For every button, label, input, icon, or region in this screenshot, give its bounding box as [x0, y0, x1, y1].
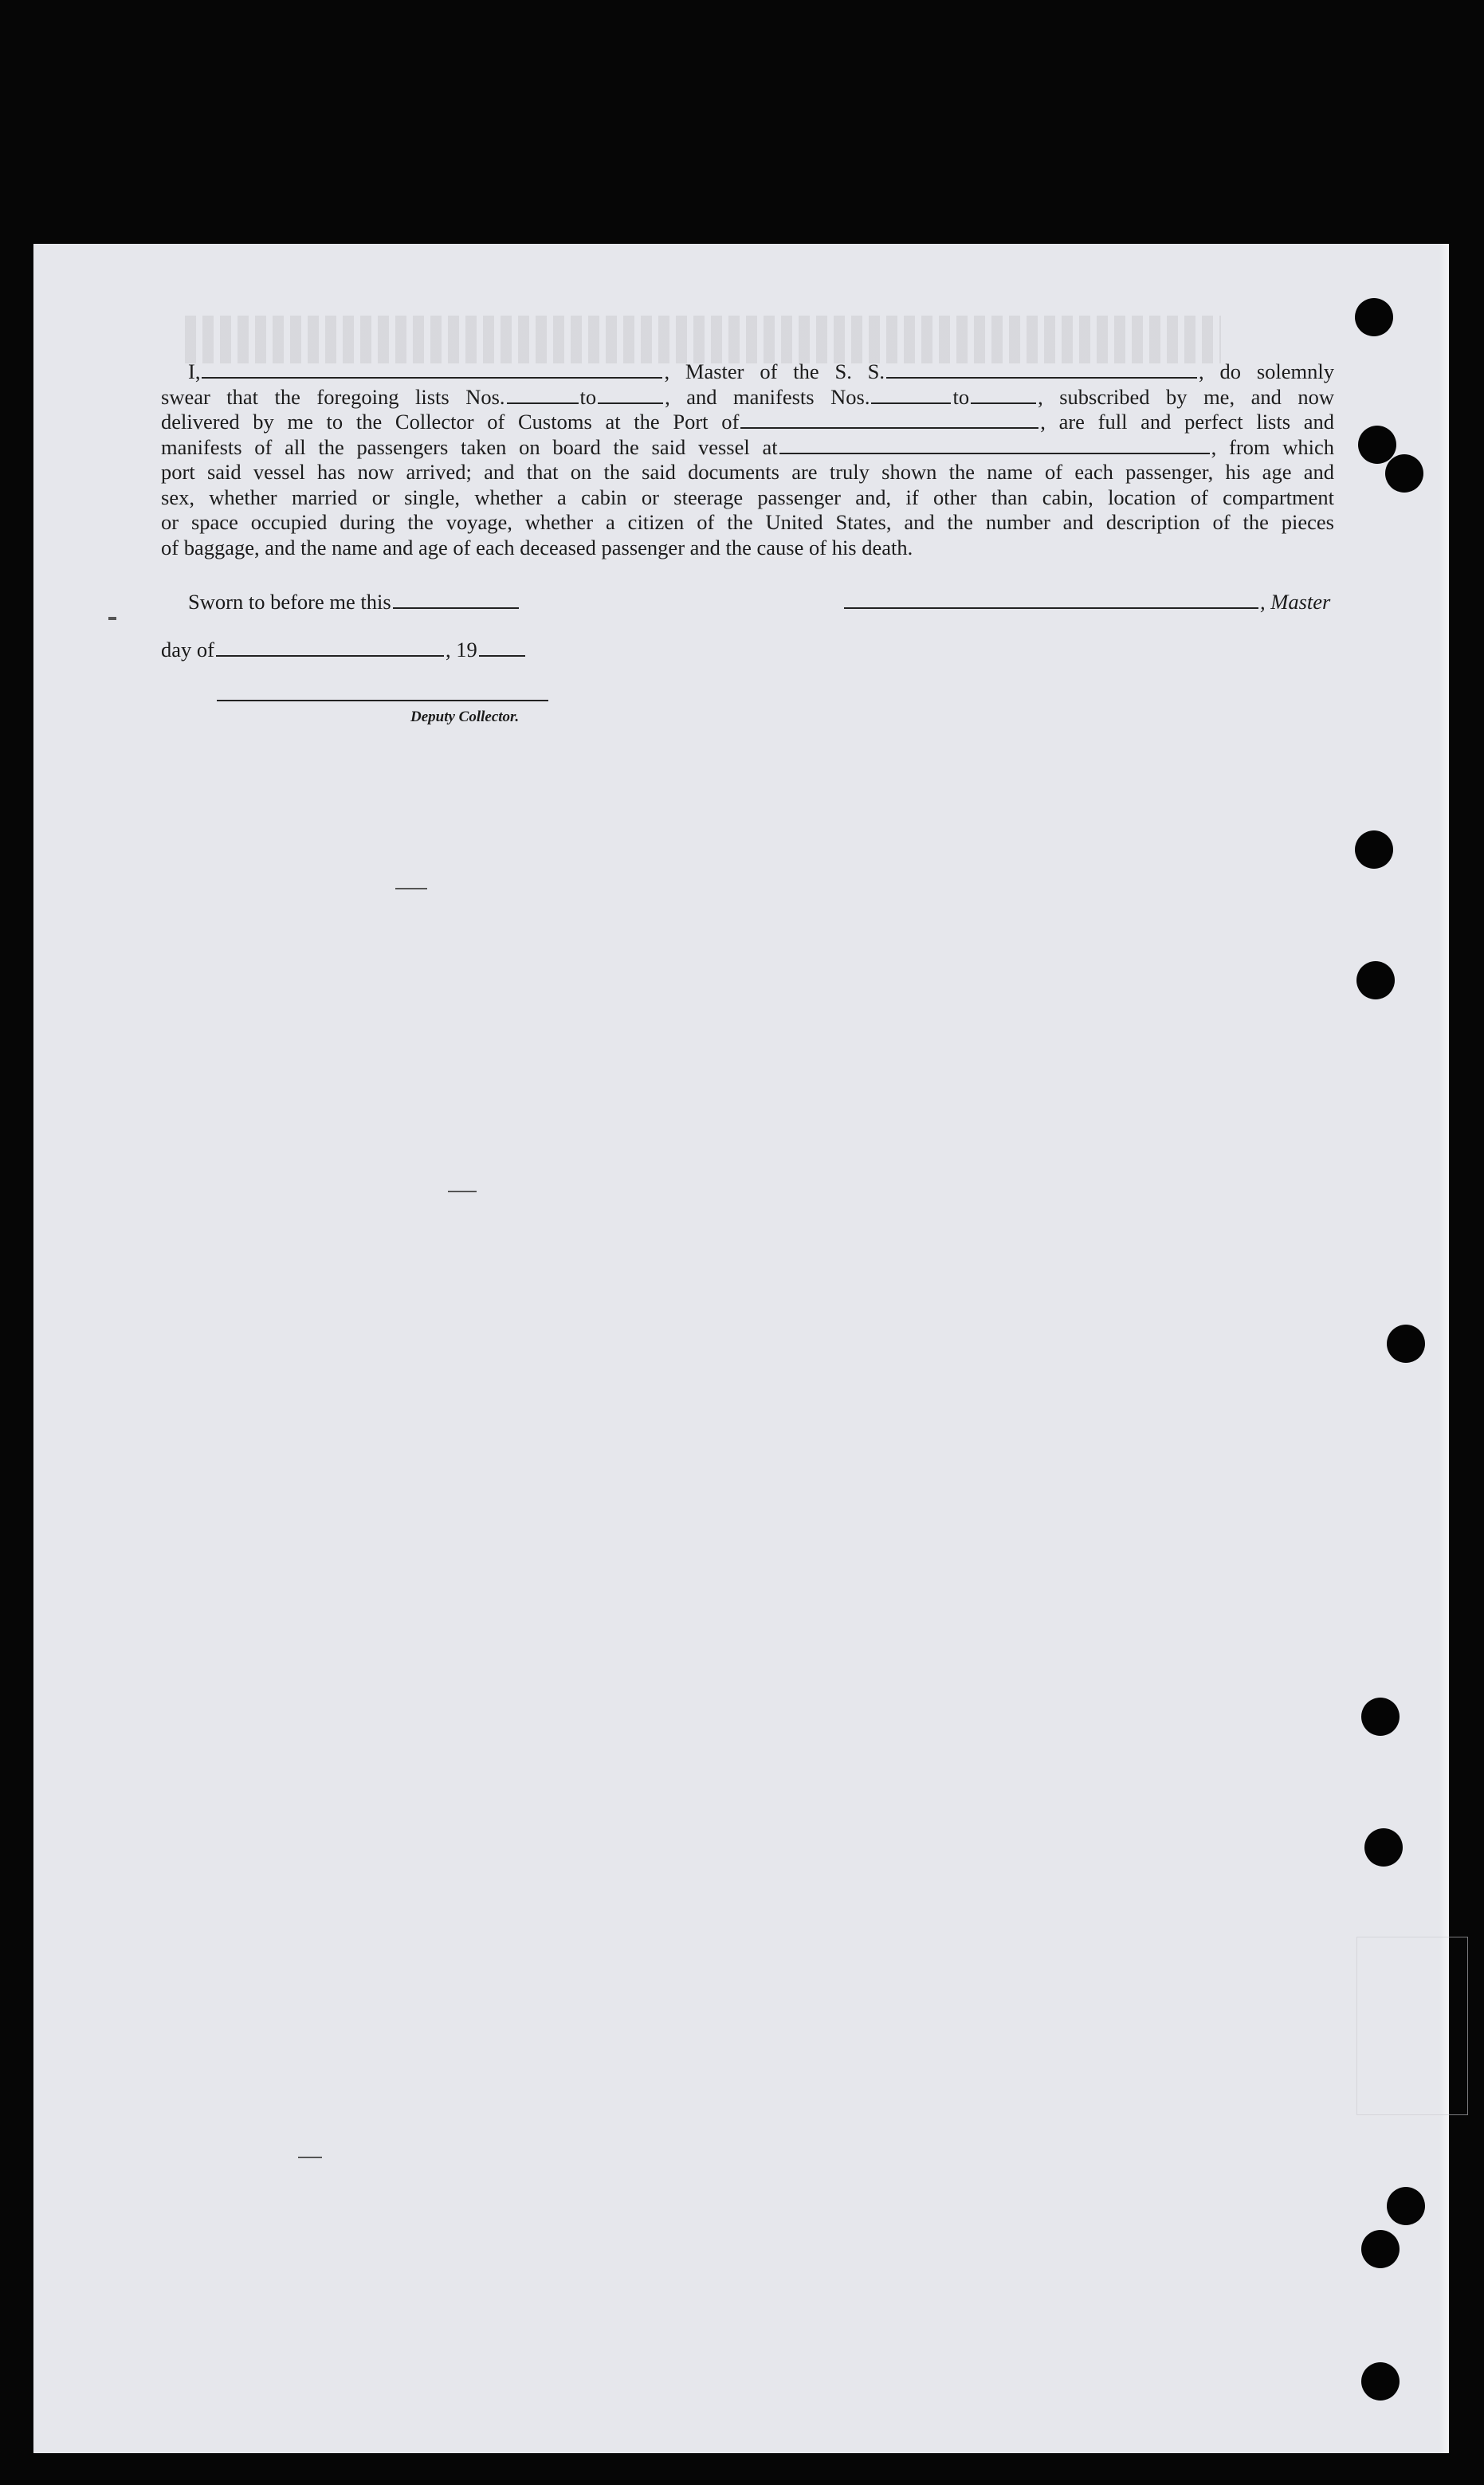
oath-text: , subscribed by me, and now [1038, 384, 1334, 409]
oath-text: , are full and perfect lists and [1040, 410, 1334, 434]
page-edge [1439, 244, 1449, 2453]
punch-hole [1355, 830, 1393, 869]
oath-text: , from which [1211, 434, 1335, 459]
oath-text: , do solemnly [1199, 359, 1334, 383]
lists-from-blank[interactable] [507, 387, 579, 404]
punch-hole [1361, 2362, 1400, 2401]
microfilm-border [0, 0, 1484, 244]
punch-hole [1361, 2230, 1400, 2268]
oath-text: delivered by me to the Collector of Customs at the Port of [161, 410, 740, 434]
oath-text: swear that the foregoing lists Nos. [161, 384, 505, 409]
manifests-from-blank[interactable] [871, 387, 951, 404]
day-of-text: day of [161, 638, 214, 661]
oath-line-8: of baggage, and the name and age of each deceased passenger and the cause of his death. [161, 535, 913, 559]
sworn-text: Sworn to before me this [188, 590, 391, 614]
oath-line-7: or space occupied during the voyage, whether a citizen of the United States, and the number and description of the pieces [161, 510, 1334, 534]
month-blank[interactable] [216, 639, 444, 657]
embarkation-port-blank[interactable] [779, 437, 1210, 454]
oath-text: to [579, 384, 597, 409]
day-of-line [161, 638, 527, 662]
punch-hole [1387, 2187, 1425, 2225]
master-name-blank[interactable] [202, 361, 662, 379]
paper-speck [108, 617, 116, 620]
oath-text: manifests of all the passengers taken on board the said vessel at [161, 434, 778, 459]
punch-hole [1358, 426, 1396, 464]
punch-hole [1361, 1698, 1400, 1736]
faded-stamp-box [1356, 1937, 1468, 2115]
paper-speck [448, 1191, 477, 1192]
oath-text: , Master of the S. S. [664, 359, 885, 383]
year-blank[interactable] [479, 639, 525, 657]
sworn-line [188, 590, 520, 614]
master-signature-line [842, 590, 1330, 614]
punch-hole [1387, 1325, 1425, 1363]
ship-name-blank[interactable] [886, 361, 1197, 379]
deputy-collector-signature-line[interactable] [217, 700, 548, 701]
port-blank[interactable] [740, 411, 1038, 429]
oath-text: to [952, 384, 970, 409]
master-signature-blank[interactable] [844, 591, 1258, 609]
punch-hole [1385, 454, 1423, 493]
oath-line-2 [161, 385, 1334, 410]
punch-hole [1356, 961, 1395, 999]
master-label: , Master [1260, 590, 1331, 614]
sworn-day-blank[interactable] [393, 591, 519, 609]
year-prefix-text: , 19 [445, 638, 477, 661]
oath-line-1 [161, 359, 1334, 385]
oath-line-5: port said vessel has now arrived; and that on the said documents are truly shown the name of each passenger, his age and [161, 460, 1334, 484]
punch-hole [1364, 1828, 1403, 1867]
deputy-collector-label: Deputy Collector. [410, 709, 520, 725]
lists-to-blank[interactable] [598, 387, 663, 404]
oath-line-4 [161, 435, 1334, 461]
manifests-to-blank[interactable] [971, 387, 1036, 404]
oath-text: I, [188, 359, 201, 383]
paper-speck [395, 888, 427, 889]
punch-hole [1355, 298, 1393, 336]
oath-line-3 [161, 410, 1334, 435]
oath-line-6: sex, whether married or single, whether a cabin or steerage passenger and, if other than cabin, location of compartment [161, 485, 1334, 509]
master-oath-paragraph [161, 359, 1334, 560]
bleed-through-text [185, 316, 1221, 363]
oath-text: , and manifests Nos. [665, 384, 870, 409]
manifest-oath-page [33, 244, 1449, 2453]
paper-speck [298, 2157, 322, 2158]
